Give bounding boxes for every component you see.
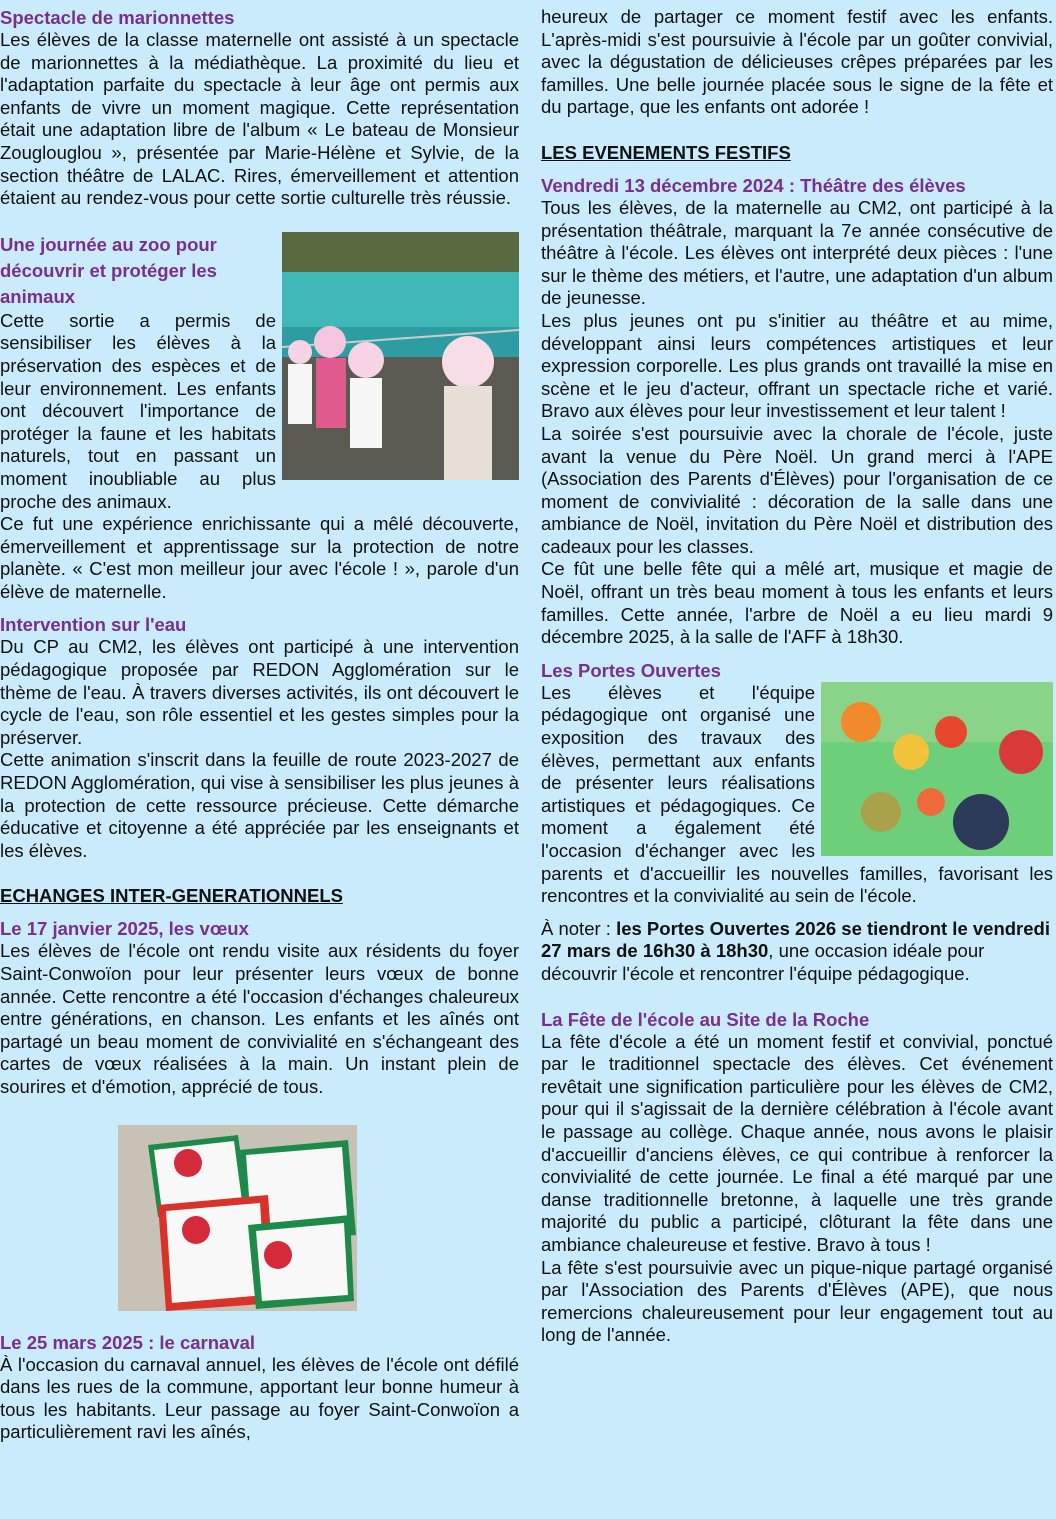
note-bold: les Portes Ouvertes 2026 se tiendront le vendredi 27 mars de 16h30 à 18h30 bbox=[541, 917, 1050, 962]
portes-article bbox=[541, 682, 1053, 908]
theatre-body-4: Ce fût une belle fête qui a mêlé art, musique et magie de Noël, offrant un très beau moment à tous les enfants et leurs familles. Cette année, l'arbre de Noël a eu lieu mardi 9 décembre 2025, à la salle de l'AFF à 18h30. bbox=[541, 558, 1053, 648]
carnaval-body-continued: heureux de partager ce moment festif avec les enfants. L'après-midi s'est poursuivie à l'école par un goûter convivial, avec la dégustation de délicieuses crêpes préparées par les familles. Une belle journée placée sous le signe de la fête et du partage, que les enfants ont adorée ! bbox=[541, 6, 1053, 118]
marionnettes-title: Spectacle de marionnettes bbox=[0, 7, 235, 28]
portes-note bbox=[541, 918, 1053, 986]
voeux-body: Les élèves de l'école ont rendu visite aux résidents du foyer Saint-Conwoïon pour leur présenter leurs vœux de bonne année. Cette rencontre a été l'occasion d'échanges chaleureux entre générations, en chanson. Les enfants et les aînés ont partagé un beau moment de convivialité en s'échangeant des cartes de vœux réalisées à la main. Un instant plein de sourires et d'émotion, apprécié de tous. bbox=[0, 940, 519, 1097]
theatre-body-1: Tous les élèves, de la maternelle au CM2, ont participé à la présentation théâtrale, marquant la 7e année consécutive de théâtre à l'école. Les élèves ont interprété deux pièces : l'une sur le thème des métiers, et l'autre, une adaptation d'un album de jeunesse. bbox=[541, 196, 1053, 309]
theatre-body-2: Les plus jeunes ont pu s'initier au théâtre et au mime, développant ainsi leurs compétences artistiques et leur expression corporelle. Les plus grands ont travaillé la mise en scène et le jeu d'acteur, offrant un spectacle riche et varié. Bravo aux élèves pour leur investissement et leur talent ! bbox=[541, 309, 1053, 422]
right-column bbox=[541, 6, 1053, 1347]
eau-title: Intervention sur l'eau bbox=[0, 614, 187, 636]
carnaval-body: À l'occasion du carnaval annuel, les élèves de l'école ont défilé dans les rues de la commune, apportant leur bonne humeur à tous les habitants. Leur passage au foyer Saint-Conwoïon a particulièrement ravi les aînés, bbox=[0, 1353, 519, 1443]
festifs-section-title: LES EVENEMENTS FESTIFS bbox=[541, 141, 791, 163]
portes-photo bbox=[821, 682, 1053, 856]
note-prefix: À noter : bbox=[541, 917, 617, 939]
theatre-title: Vendredi 13 décembre 2024 : Théâtre des élèves bbox=[541, 174, 966, 196]
fete-title: La Fête de l'école au Site de la Roche bbox=[541, 1008, 870, 1030]
voeux-cards-photo bbox=[118, 1125, 357, 1311]
zoo-body-2: Ce fut une expérience enrichissante qui a mêlé découverte, émerveillement et apprentissage sur la protection de notre planète. « C'est mon meilleur jour avec l'école ! », parole d'un élève de maternelle. bbox=[0, 513, 519, 602]
portes-title: Les Portes Ouvertes bbox=[541, 659, 721, 681]
marionnettes-body: Les élèves de la classe maternelle ont assisté à un spectacle de marionnettes à la médiathèque. La proximité du lieu et l'adaptation parfaite du spectacle à leur âge ont permis aux enfants de vivre un moment magique. Cette représentation était une adaptation libre de l'album « Le bateau de Monsieur Zouglouglou », présentée par Marie-Hélène et Sylvie, de la section théâtre de LALAC. Rires, émerveillement et attention étaient au rendez-vous pour cette sortie culturelle très réussie. bbox=[0, 29, 519, 209]
zoo-article bbox=[0, 232, 519, 604]
eau-body-1: Du CP au CM2, les élèves ont participé à une intervention pédagogique proposée par REDON Agglomération sur le thème de l'eau. À travers diverses activités, ils ont découvert le cycle de l'eau, son rôle essentiel et les gestes simples pour la préserver. bbox=[0, 636, 519, 748]
zoo-photo bbox=[282, 232, 519, 480]
echanges-section-title: ECHANGES INTER-GENERATIONNELS bbox=[0, 885, 343, 907]
zoo-title: Une journée au zoo pour découvrir et protéger les animaux bbox=[0, 233, 217, 307]
fete-body-1: La fête d'école a été un moment festif et convivial, ponctué par le traditionnel spectacle des élèves. Cet événement revêtait une signification particulière pour les élèves de CM2, pour qui il s'agissait de la dernière célébration à l'école avant le passage au collège. Chaque année, nous avons le plaisir d'accueillir d'anciens élèves, ce qui contribue à renforcer la convivialité de cette journée. Le final a été marqué par une danse traditionnelle bretonne, à laquelle une très grande majorité du public a participé, clôturant la fête dans une ambiance chaleureuse et festive. Bravo à tous ! bbox=[541, 1030, 1053, 1255]
fete-body-2: La fête s'est poursuivie avec un pique-nique partagé organisé par l'Association des Parents d'Élèves (APE), que nous remercions chaleureusement pour leur engagement tout au long de l'année. bbox=[541, 1256, 1053, 1346]
theatre-body-3: La soirée s'est poursuivie avec la chorale de l'école, juste avant la venue du Père Noël. Un grand merci à l'APE (Association des Parents d'Élèves) pour l'organisation de ce moment de convivialité : décoration de la salle dans une ambiance de Noël, invitation du Père Noël et distribution des cadeaux pour les classes. bbox=[541, 422, 1053, 557]
eau-body-2: Cette animation s'inscrit dans la feuille de route 2023-2027 de REDON Agglomération, qui vise à sensibiliser les plus jeunes à la protection de cette ressource précieuse. Cette démarche éducative et citoyenne a été appréciée par les enseignants et les élèves. bbox=[0, 749, 519, 861]
zoo-body-1: Cette sortie a permis de sensibiliser les élèves à la préservation des espèces et de leur environnement. Les enfants ont découvert l'importance de protéger la faune et les habitats naturels, tout en passant un moment inoubliable au plus proche des animaux. bbox=[0, 309, 276, 512]
carnaval-title: Le 25 mars 2025 : le carnaval bbox=[0, 1331, 256, 1353]
voeux-title: Le 17 janvier 2025, les vœux bbox=[0, 918, 249, 940]
left-column bbox=[0, 6, 519, 1444]
portes-body: Les élèves et l'équipe pédagogique ont organisé une exposition des travaux des élèves, permettant aux enfants de présenter leurs réalisations artistiques et pédagogiques. Ce moment a également été l'occasion d'échanger avec les parents et d'accueillir les nouvelles familles, favorisant les rencontres et la convivialité au sein de l'école. bbox=[541, 681, 1053, 907]
note-suffix: , une occasion idéale pour découvrir l'école et rencontrer l'équipe pédagogique. bbox=[541, 940, 985, 984]
